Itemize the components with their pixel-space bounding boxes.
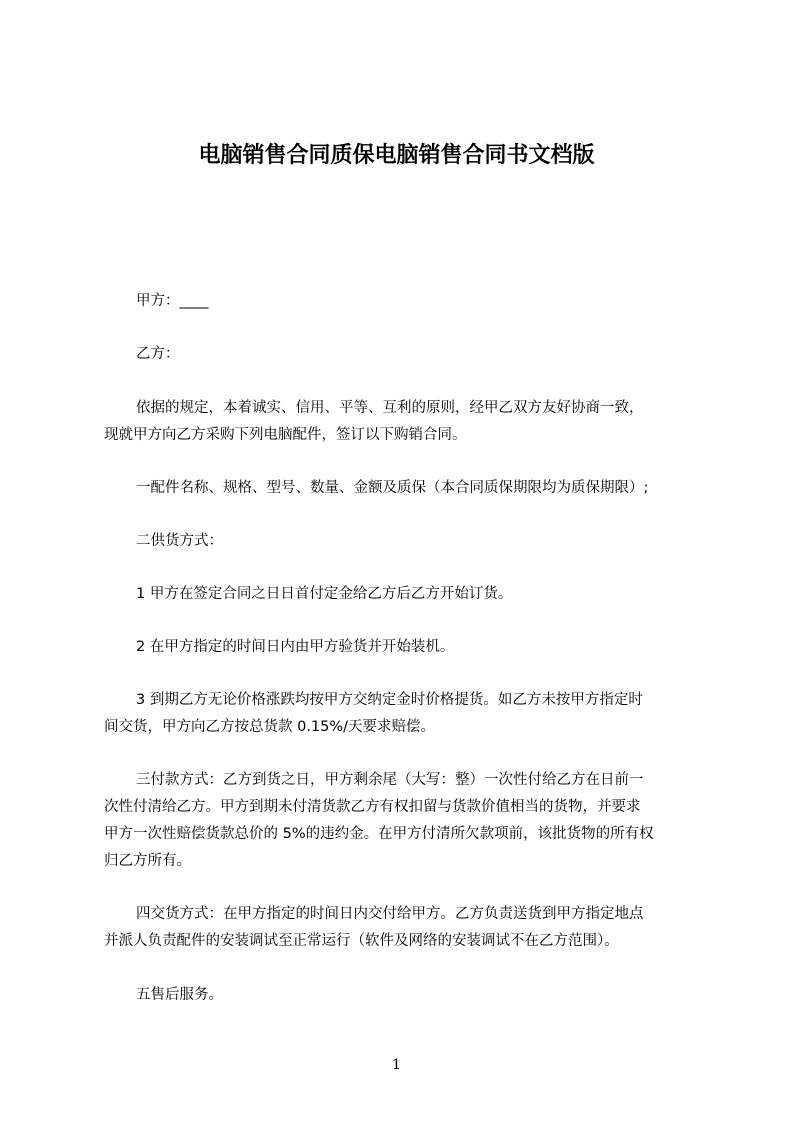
page-number: 1 xyxy=(392,1057,401,1073)
clause-3-line-2: 次性付清给乙方。甲方到期未付清货款乙方有权扣留与货款价值相当的货物，并要求 xyxy=(104,799,641,815)
clause-3-line-3: 甲方一次性赔偿货款总价的 5%的违约金。在甲方付清所欠款项前，该批货物的所有权 xyxy=(104,826,654,842)
clause-4-line-2: 并派人负责配件的安装调试至正常运行（软件及网络的安装调试不在乙方范围）。 xyxy=(104,933,619,949)
party-a-line: 甲方：____ xyxy=(136,293,209,309)
clause-3-paragraph xyxy=(104,767,704,875)
clause-2-item-3-line-2: 间交货，甲方向乙方按总货款 0.15%/天要求赔偿。 xyxy=(104,719,436,735)
clause-1-heading: 一配件名称、规格、型号、数量、金额及质保（本合同质保期限均为质保期限）; xyxy=(136,480,649,496)
intro-line-2: 现就甲方向乙方采购下列电脑配件，签订以下购销合同。 xyxy=(104,427,467,443)
clause-5-heading: 五售后服务。 xyxy=(136,987,223,1003)
party-b-line: 乙方： xyxy=(136,346,180,362)
clause-2-item-1: 1 甲方在签定合同之日日首付定金给乙方后乙方开始订货。 xyxy=(136,586,513,602)
intro-line-1: 依据的规定，本着诚实、信用、平等、互利的原则，经甲乙双方友好协商一致， xyxy=(136,400,644,416)
clause-2-heading: 二供货方式： xyxy=(136,533,223,549)
clause-3-line-4: 归乙方所有。 xyxy=(104,853,191,869)
page-title: 电脑销售合同质保电脑销售合同书文档版 xyxy=(198,143,595,168)
clause-4-paragraph xyxy=(104,901,704,955)
clause-2-item-3 xyxy=(104,687,704,741)
clause-2-item-3-line-1: 3 到期乙方无论价格涨跌均按甲方交纳定金时价格提货。如乙方未按甲方指定时 xyxy=(136,692,643,708)
clause-2-item-2: 2 在甲方指定的时间日内由甲方验货并开始装机。 xyxy=(136,639,455,655)
clause-4-line-1: 四交货方式：在甲方指定的时间日内交付给甲方。乙方负责送货到甲方指定地点 xyxy=(136,906,644,922)
clause-3-line-1: 三付款方式：乙方到货之日，甲方剩余尾（大写：整）一次性付给乙方在日前一 xyxy=(136,772,644,788)
intro-paragraph xyxy=(104,395,704,449)
